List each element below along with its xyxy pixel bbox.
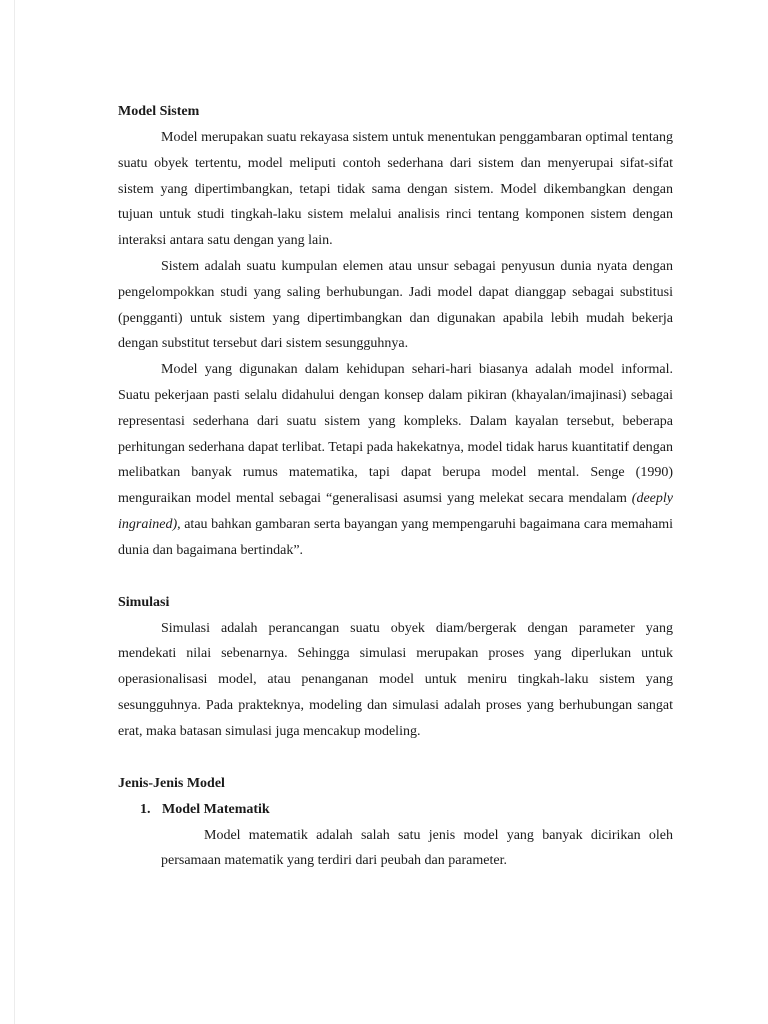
paragraph-sistem-definition: Sistem adalah suatu kumpulan elemen atau unsur sebagai penyusun dunia nyata dengan pengelompokkan studi yang saling berhubungan. Jadi model dapat dianggap sebagai substitusi (pengganti) untuk sistem yang dipertimbangkan dan digunakan apabila lebih mudah bekerja dengan substitut tersebut dari sistem sesungguhnya. [118,258,673,352]
list-item-model-matematik [118,797,673,823]
italic-term: (deeply ingrained) [118,491,673,532]
heading-model-sistem: Model Sistem [118,104,200,119]
paragraph-model-informal [118,357,673,563]
document-body [118,99,673,874]
paragraph-model-informal-tail: , atau bahkan gambaran serta bayangan yang mempengaruhi bagaimana cara memahami dunia dan bagaimana bertindak”. [118,516,673,558]
heading-simulasi: Simulasi [118,594,170,610]
paragraph-model-matematik: Model matematik adalah salah satu jenis model yang banyak dicirikan oleh persamaan matematik yang terdiri dari peubah dan parameter. [161,827,673,869]
list-item-number: 1. [140,801,151,817]
paragraph-simulasi: Simulasi adalah perancangan suatu obyek diam/bergerak dengan parameter yang mendekati nilai sebenarnya. Sehingga simulasi merupakan proses yang diperlukan untuk operasionalisasi model, atau penanganan model untuk meniru tingkah-laku sistem yang sesungguhnya. Pada prakteknya, modeling dan simulasi adalah proses yang berhubungan sangat erat, maka batasan simulasi juga mencakup modeling. [118,620,673,739]
list-item-title: Model Matematik [162,801,270,817]
paragraph-model-definition: Model merupakan suatu rekayasa sistem untuk menentukan penggambaran optimal tentang suatu obyek tertentu, model meliputi contoh sederhana dari sistem dan menyerupai sifat-sifat sistem yang dipertimbangkan, tetapi tidak sama dengan sistem. Model dikembangkan dengan tujuan untuk studi tingkah-laku sistem melalui analisis rinci tentang komponen sistem dengan interaksi antara satu dengan yang lain. [118,130,673,249]
list-item-body-container [118,823,673,875]
page-edge [14,0,15,1024]
heading-jenis-model: Jenis-Jenis Model [118,775,225,791]
paragraph-model-informal-text: Model yang digunakan dalam kehidupan sehari-hari biasanya adalah model informal. Suatu pekerjaan pasti selalu didahului dengan konsep dalam pikiran (khayalan/imajinasi) sebagai representasi sederhana dari suatu sistem yang kompleks. Dalam kayalan tersebut, beberapa perhitungan sederhana dapat terlibat. Tetapi pada hakekatnya, model tidak harus kuantitatif dengan melibatkan banyak rumus matematika, tapi dapat berupa model mental. Senge (1990) menguraikan model mental sebagai “generalisasi asumsi yang melekat secara mendalam [118,362,673,507]
